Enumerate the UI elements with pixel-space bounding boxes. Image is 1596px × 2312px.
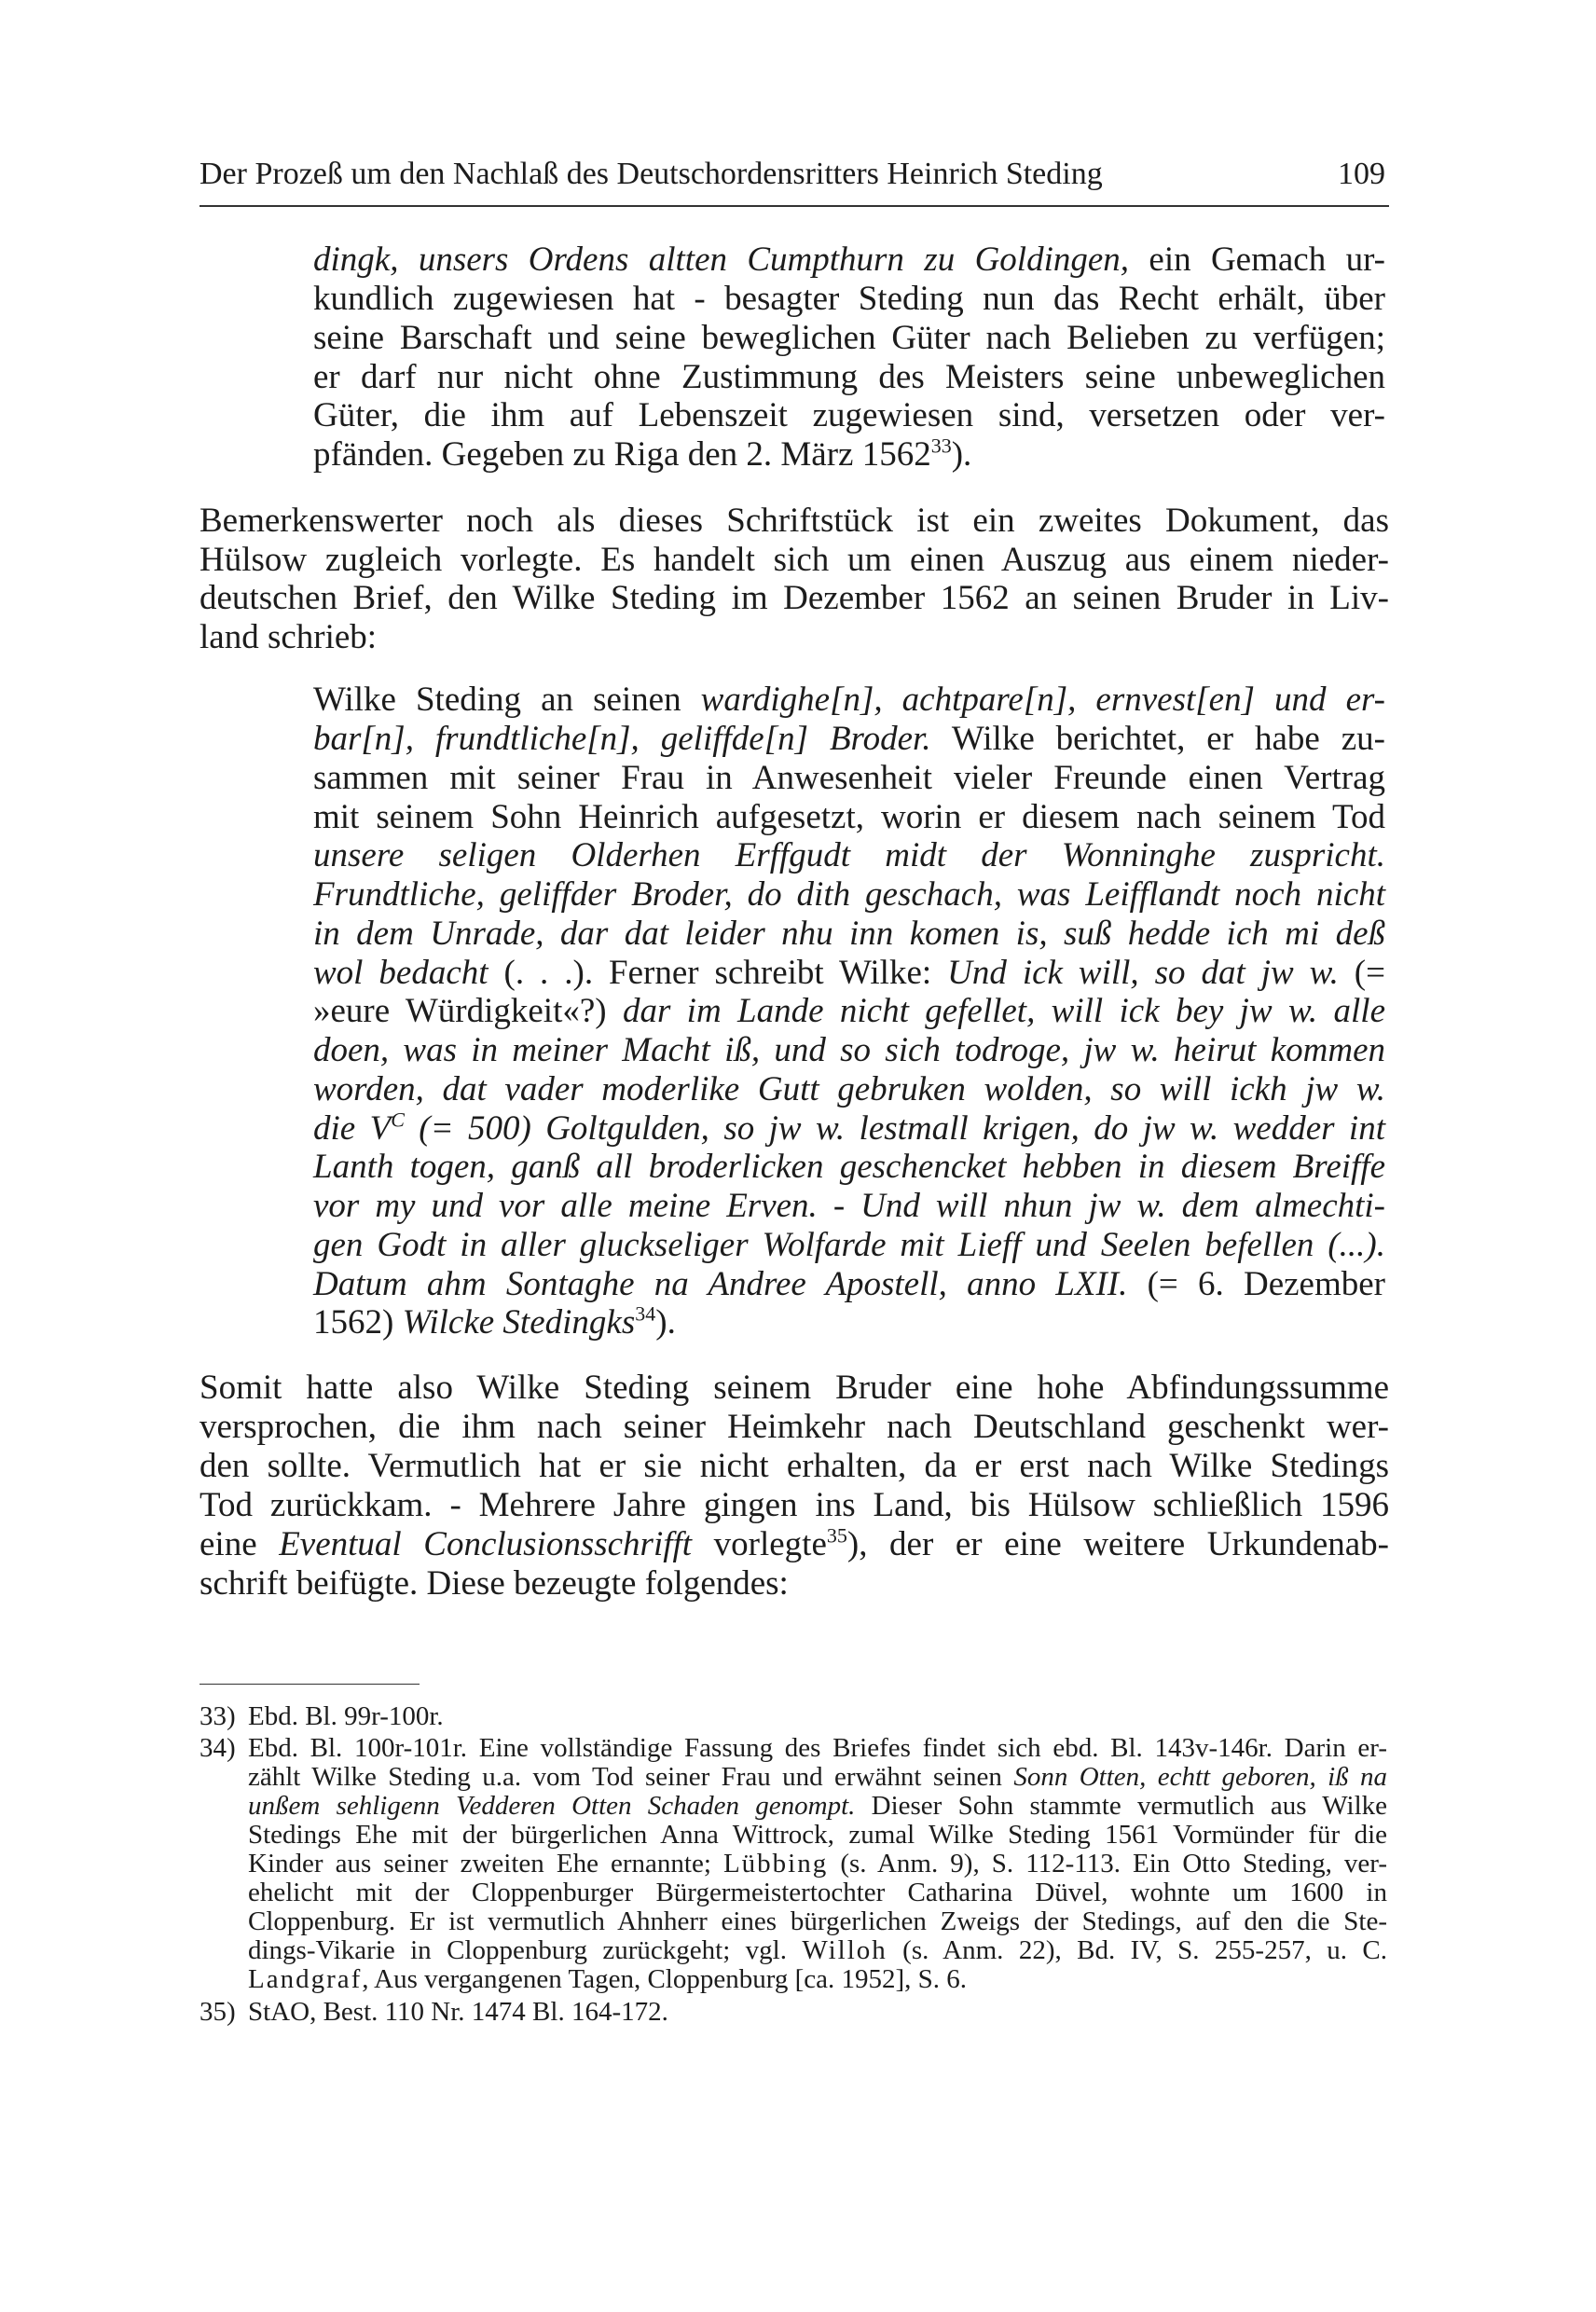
footnote-line: ehelicht mit der Cloppenburger Bürgermeistertochter Catharina Düvel, wohnte um 1600 in [248,1878,1387,1907]
footnote-rule [200,1684,420,1685]
body-line: Bemerkenswerter noch als dieses Schriftstück ist ein zweites Dokument, das [200,502,1389,540]
body-line: Somit hatte also Wilke Steding seinem Bruder eine hohe Abfindungssumme [200,1369,1389,1407]
footnote-line: dings-Vikarie in Cloppenburg zurückgeht; vgl. Willoh (s. Anm. 22), Bd. IV, S. 255-257, u. C. [248,1935,1387,1965]
quote-line: mit seinem Sohn Heinrich aufgesetzt, worin er diesem nach seinem Tod [313,798,1385,836]
footnote-line: Landgraf, Aus vergangenen Tagen, Cloppenburg [ca. 1952], S. 6. [248,1964,968,1994]
footnote-line: Kinder aus seiner zweiten Ehe ernannte; Lübbing (s. Anm. 9), S. 112-113. Ein Otto Steding, ver- [248,1849,1388,1878]
quote-line: wol bedacht (. . .). Ferner schreibt Wilke: Und ick will, so dat jw w. (= [313,954,1385,992]
body-line: versprochen, die ihm nach seiner Heimkehr nach Deutschland geschenkt wer- [200,1408,1389,1446]
quote-line: worden, dat vader moderlike Gutt gebruken wolden, so will ickh jw w. [313,1070,1385,1108]
footnote-number: 35) [200,1997,236,2027]
footnote-text: StAO, Best. 110 Nr. 1474 Bl. 164-172. [248,1997,668,2027]
body-line: Tod zurückkam. - Mehrere Jahre gingen ins Land, bis Hülsow schließlich 1596 [200,1486,1389,1524]
quote-line: unsere seligen Olderhen Erffgudt midt der Wonninghe zuspricht. [313,836,1385,874]
quote-line: Datum ahm Sontaghe na Andree Apostell, anno LXII. (= 6. Dezember [313,1265,1385,1303]
footnote-number: 33) [200,1701,236,1731]
quote-line: Lanth togen, ganß all broderlicken geschencket hebben in diesem Breiffe [313,1148,1385,1186]
page-number: 109 [1338,157,1385,191]
footnote-line: Ebd. Bl. 100r-101r. Eine vollständige Fassung des Briefes findet sich ebd. Bl. 143v-146r. Darin er- [248,1733,1387,1763]
quote-line: Wilke Steding an seinen wardighe[n], achtpare[n], ernvest[en] und er- [313,681,1385,719]
quote-line: »eure Würdigkeit«?) dar im Lande nicht gefellet, will ick bey jw w. alle [313,992,1385,1030]
body-line: deutschen Brief, den Wilke Steding im Dezember 1562 an seinen Bruder in Liv- [200,579,1389,617]
quote-line: bar[n], frundtliche[n], geliffde[n] Broder. Wilke berichtet, er habe zu- [313,720,1386,758]
body-line: den sollte. Vermutlich hat er sie nicht erhalten, da er erst nach Wilke Stedings [200,1447,1389,1485]
body-line: schrift beifügte. Diese bezeugte folgendes: [200,1564,789,1603]
quote-line: doen, was in meiner Macht iß, und so sich todroge, jw w. heirut kommen [313,1031,1385,1069]
quote-line: er darf nur nicht ohne Zustimmung des Meisters seine unbeweglichen [313,358,1385,396]
quote-line: die $V^C$ (= 500) Goltgulden, so jw w. lestmall krigen, do jw w. wedder int [313,1108,1385,1148]
footnote-number: 34) [200,1733,236,1763]
quote-line: pfänden. Gegeben zu Riga den 2. März 1562$^{33}$). [313,434,972,474]
quote-line: sammen mit seiner Frau in Anwesenheit vieler Freunde einen Vertrag [313,759,1385,797]
footnote-text: Ebd. Bl. 99r-100r. [248,1701,444,1731]
quote-line: kundlich zugewiesen hat - besagter Steding nun das Recht erhält, über [313,280,1385,318]
footnote-ref: 35 [826,1523,847,1548]
footnote-ref: 33 [930,434,952,458]
body-line: Hülsow zugleich vorlegte. Es handelt sich um einen Auszug aus einem nieder- [200,541,1389,579]
footnote-line: Cloppenburg. Er ist vermutlich Ahnherr eines bürgerlichen Zweigs der Stedings, auf den die Ste- [248,1906,1387,1936]
footnote-line: Stedings Ehe mit der bürgerlichen Anna Wittrock, zumal Wilke Steding 1561 Vormünder für die [248,1820,1387,1850]
body-line: eine Eventual Conclusionsschrifft vorlegte$^{35}$), der er eine weitere Urkundenab- [200,1523,1389,1563]
quote-line: seine Barschaft und seine beweglichen Güter nach Belieben zu verfügen; [313,319,1385,357]
quote-line: vor my und vor alle meine Erven. - Und will nhun jw w. dem almechti- [313,1187,1385,1225]
footnote-line: zählt Wilke Steding u.a. vom Tod seiner Frau und erwähnt seinen Sonn Otten, echtt geboren, iß na [248,1762,1388,1792]
footnote-ref: 34 [635,1301,656,1326]
footnote-line: unßem sehligenn Vedderen Otten Schaden genompt. Dieser Sohn stammte vermutlich aus Wilke [248,1791,1387,1821]
quote-line: dingk, unsers Ordens altten Cumpthurn zu Goldingen, ein Gemach ur- [313,241,1385,279]
body-line: land schrieb: [200,618,378,656]
quote-line: 1562) Wilcke Stedingks$^{34}$). [313,1301,676,1342]
running-header [200,157,1389,207]
quote-line: in dem Unrade, dar dat leider nhu inn komen is, suß hedde ich mi deß [313,915,1385,953]
running-title: Der Prozeß um den Nachlaß des Deutschordensritters Heinrich Steding [200,157,1103,191]
quote-line: Güter, die ihm auf Lebenszeit zugewiesen sind, versetzen oder ver- [313,396,1385,434]
quote-line: Frundtliche, geliffder Broder, do dith geschach, was Leifflandt noch nicht [313,875,1385,914]
quote-line: gen Godt in aller gluckseliger Wolfarde mit Lieff und Seelen befellen (...). [313,1226,1385,1264]
